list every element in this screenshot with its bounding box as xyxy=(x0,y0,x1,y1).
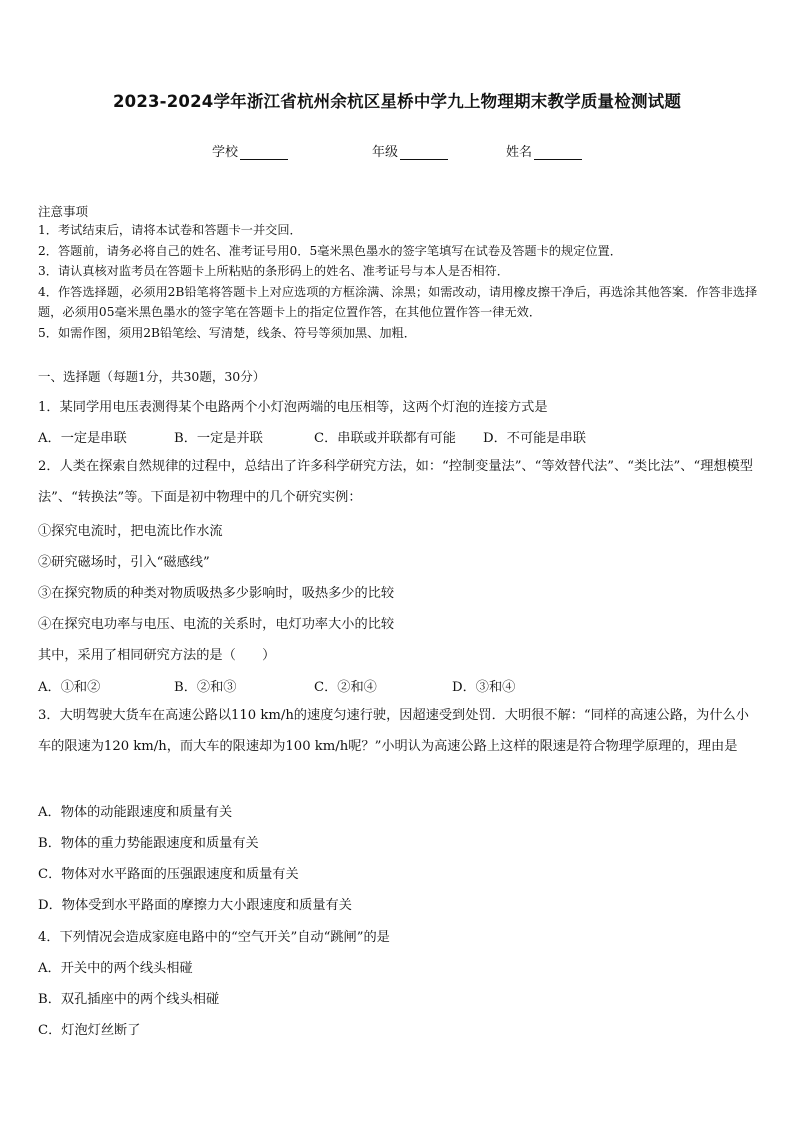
option-a: A．一定是串联 xyxy=(38,431,127,446)
option-a: A．①和② xyxy=(38,680,101,695)
question-2-item: ④在探究电功率与电压、电流的关系时，电灯功率大小的比较 xyxy=(38,617,395,632)
option-b: B．一定是并联 xyxy=(174,431,263,446)
question-1-stem: 1．某同学用电压表测得某个电路两个小灯泡两端的电压相等，这两个灯泡的连接方式是 xyxy=(38,400,548,415)
school-blank xyxy=(240,146,288,160)
name-label: 姓名 xyxy=(506,145,533,160)
notice-item: 2．答题前，请务必将自己的姓名、准考证号用0．5毫米黑色墨水的签字笔填写在试卷及答题卡的规定位置． xyxy=(38,243,622,258)
notice-item: 3．请认真核对监考员在答题卡上所粘贴的条形码上的姓名、准考证号与本人是否相符． xyxy=(38,264,509,279)
question-3-option-b: B．物体的重力势能跟速度和质量有关 xyxy=(38,836,259,851)
school-label: 学校 xyxy=(212,145,239,160)
question-3-stem: 3．大明驾驶大货车在高速公路以110 km/h的速度匀速行驶，因超速受到处罚．大明很不解：“同样的高速公路，为什么小车的限速为120 km/h，而大车的限速却为100 km/h呢？”小明认为高速公路上这样的限速是符合物理学原理的，理由是 xyxy=(38,708,749,754)
option-b: B．②和③ xyxy=(174,680,237,695)
option-d: D．③和④ xyxy=(452,680,516,695)
question-4-option-c: C．灯泡灯丝断了 xyxy=(38,1023,141,1038)
grade-field xyxy=(372,141,448,160)
notice-item: 4．作答选择题，必须用2B铅笔将答题卡上对应选项的方框涂满、涂黑；如需改动，请用橡皮擦干净后，再选涂其他答案．作答非选择题，必须用05毫米黑色墨水的签字笔在答题卡上的指定位置作答，在其他位置作答一律无效． xyxy=(38,284,758,320)
question-2-stem: 2．人类在探索自然规律的过程中，总结出了许多科学研究方法，如：“控制变量法”、“等效替代法”、“类比法”、“理想模型法”、“转换法”等。下面是初中物理中的几个研究实例： xyxy=(38,459,753,505)
question-3-option-a: A．物体的动能跟速度和质量有关 xyxy=(38,805,233,820)
question-2-item: ③在探究物质的种类对物质吸热多少影响时，吸热多少的比较 xyxy=(38,586,395,601)
question-4-option-b: B．双孔插座中的两个线头相碰 xyxy=(38,992,220,1007)
grade-label: 年级 xyxy=(372,145,399,160)
question-3-option-d: D．物体受到水平路面的摩擦力大小跟速度和质量有关 xyxy=(38,898,352,913)
question-3-option-c: C．物体对水平路面的压强跟速度和质量有关 xyxy=(38,867,299,882)
option-c: C．串联或并联都有可能 xyxy=(314,431,456,446)
name-field xyxy=(506,141,582,160)
question-1-options xyxy=(38,427,760,447)
question-4-option-a: A．开关中的两个线头相碰 xyxy=(38,961,193,976)
section-heading: 一、选择题（每题1分，共30题，30分） xyxy=(38,369,266,384)
notice-list xyxy=(38,220,760,344)
name-blank xyxy=(534,146,582,160)
question-4-stem: 4．下列情况会造成家庭电路中的“空气开关”自动“跳闸”的是 xyxy=(38,930,390,945)
school-field xyxy=(212,141,288,160)
notice-heading: 注意事项 xyxy=(38,204,89,219)
question-2-item: ①探究电流时，把电流比作水流 xyxy=(38,524,223,539)
grade-blank xyxy=(400,146,448,160)
notice-item: 5．如需作图，须用2B铅笔绘、写清楚，线条、符号等须加黑、加粗． xyxy=(38,325,416,340)
option-d: D．不可能是串联 xyxy=(483,431,586,446)
question-2-ask: 其中，采用了相同研究方法的是（ ） xyxy=(38,648,276,663)
question-2-item: ②研究磁场时，引入“磁感线” xyxy=(38,555,210,570)
question-2-options xyxy=(38,676,760,696)
student-info-row xyxy=(0,141,794,161)
option-c: C．②和④ xyxy=(314,680,377,695)
notice-item: 1．考试结束后，请将本试卷和答题卡一并交回． xyxy=(38,223,302,237)
page-title: 2023-2024学年浙江省杭州余杭区星桥中学九上物理期末教学质量检测试题 xyxy=(112,92,682,111)
